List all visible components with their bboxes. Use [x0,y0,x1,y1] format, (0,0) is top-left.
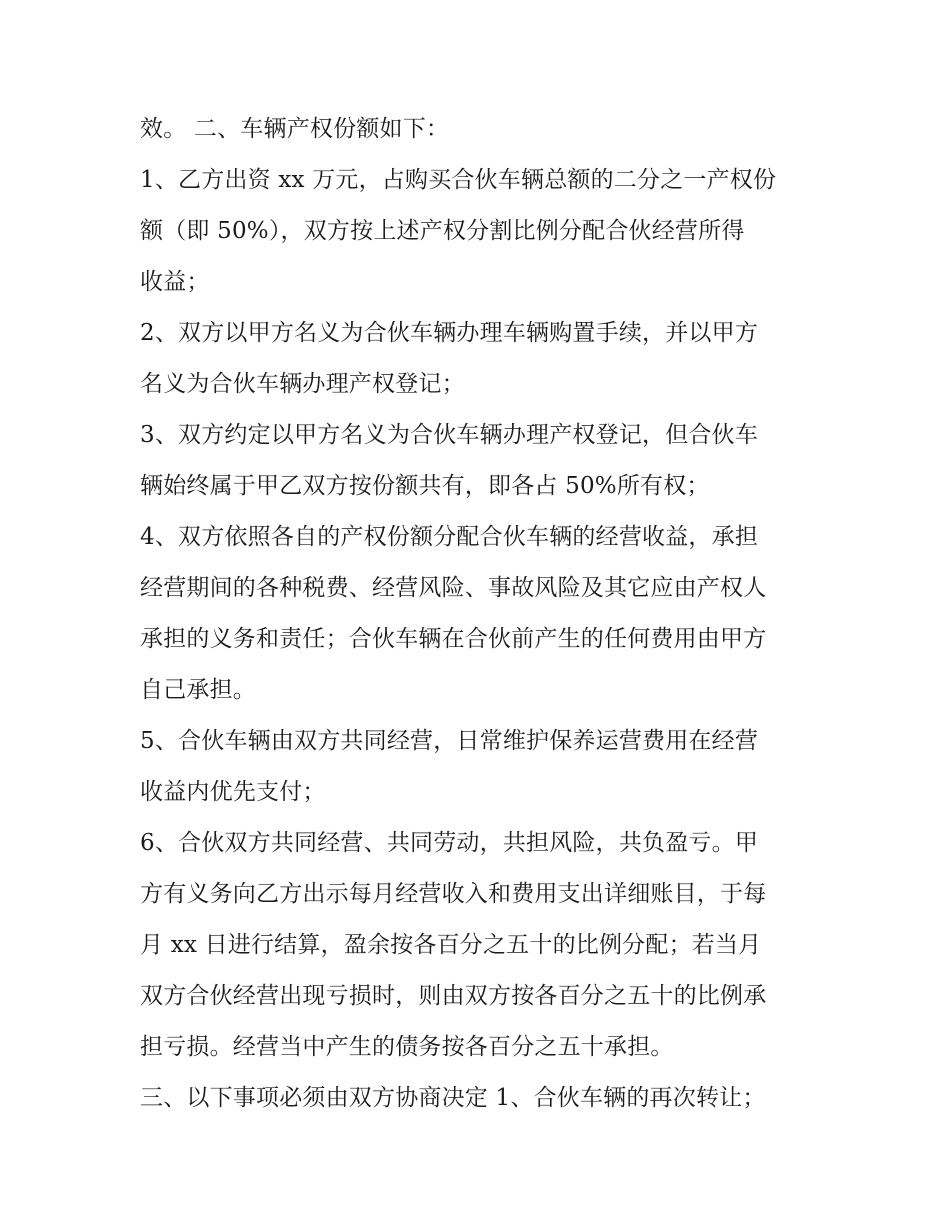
text-line: 收益； [140,269,210,295]
text-line: 自己承担。 [140,677,256,703]
text-line: 收益内优先支付； [140,779,326,805]
text-line: 担亏损。经营当中产生的债务按各百分之五十承担。 [140,1034,674,1060]
text-line: 三、以下事项必须由双方协商决定 1、合伙车辆的再次转让； [140,1085,766,1111]
text-line: 3、双方约定以甲方名义为合伙车辆办理产权登记，但合伙车 [140,422,759,448]
text-line: 6、合伙双方共同经营、共同劳动，共担风险，共负盈亏。甲 [140,830,759,856]
text-line: 承担的义务和责任；合伙车辆在合伙前产生的任何费用由甲方 [140,626,767,652]
text-line: 方有义务向乙方出示每月经营收入和费用支出详细账目，于每 [140,881,767,907]
text-line: 1、乙方出资 xx 万元，占购买合伙车辆总额的二分之一产权份 [140,167,777,193]
text-line: 月 xx 日进行结算，盈余按各百分之五十的比例分配；若当月 [140,932,762,958]
text-line: 5、合伙车辆由双方共同经营，日常维护保养运营费用在经营 [140,728,759,754]
text-line: 经营期间的各种税费、经营风险、事故风险及其它应由产权人 [140,575,767,601]
text-line: 效。 二、车辆产权份额如下： [140,116,450,142]
document-body [140,104,820,1124]
text-line: 额（即 50%），双方按上述产权分割比例分配合伙经营所得 [140,218,745,244]
text-line: 辆始终属于甲乙双方按份额共有，即各占 50%所有权； [140,473,710,499]
text-line: 4、双方依照各自的产权份额分配合伙车辆的经营收益，承担 [140,524,759,550]
text-line: 2、双方以甲方名义为合伙车辆办理车辆购置手续，并以甲方 [140,320,759,346]
text-line: 名义为合伙车辆办理产权登记； [140,371,465,397]
text-line: 双方合伙经营出现亏损时，则由双方按各百分之五十的比例承 [140,983,767,1009]
